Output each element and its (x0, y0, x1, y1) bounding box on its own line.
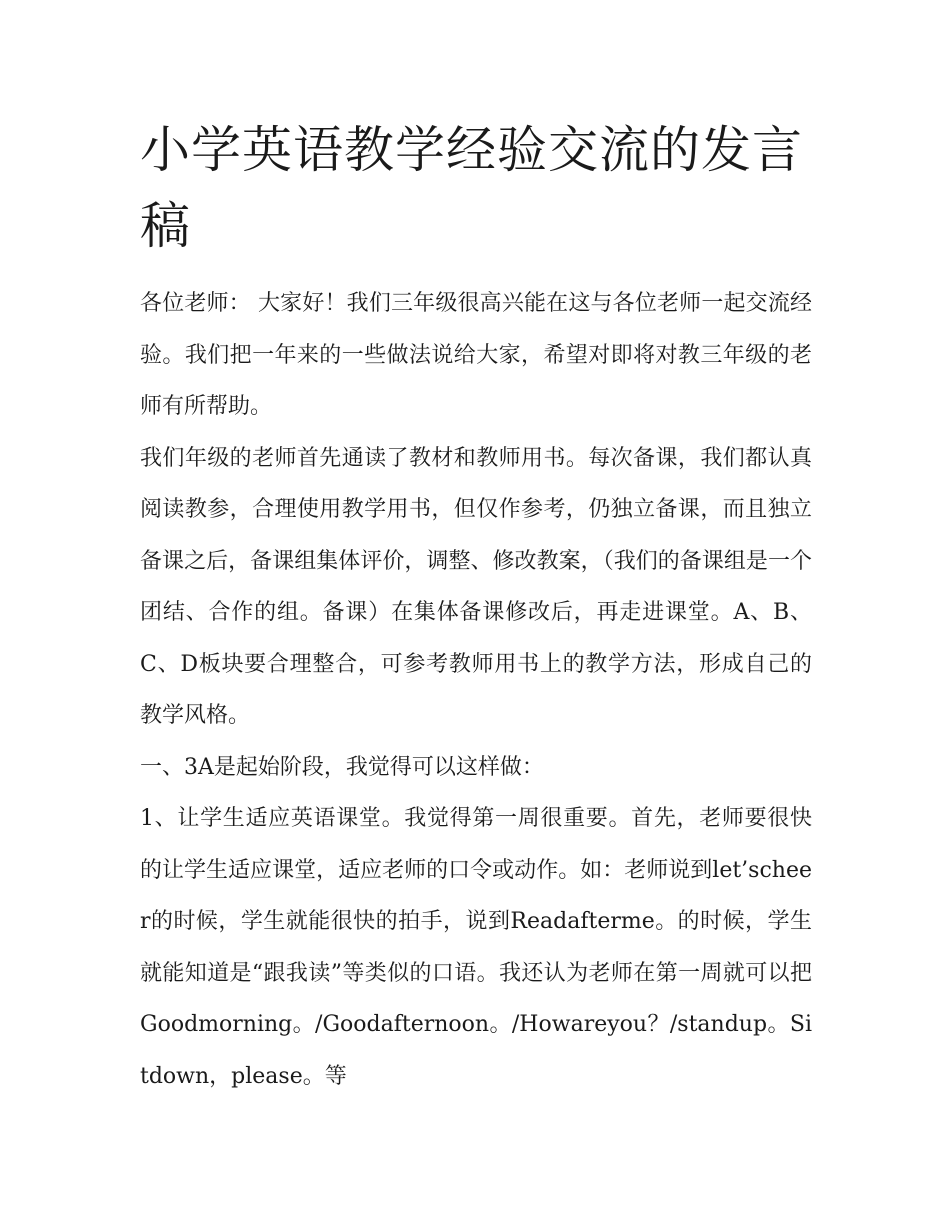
document-title: 小学英语教学经验交流的发言稿 (140, 121, 803, 255)
paragraph-greeting: 各位老师： 大家好！我们三年级很高兴能在这与各位老师一起交流经验。我们把一年来的一些做法说给大家，希望对即将对教三年级的老师有所帮助。 (140, 291, 812, 419)
document-content (140, 112, 812, 1102)
paragraph-adapt-classroom: 1、让学生适应英语课堂。我觉得第一周很重要。首先，老师要很快的让学生适应课堂，适应老师的口令或动作。如：老师说到let’scheer的时候，学生就能很快的拍手，说到Readafterme。的时候，学生就能知道是“跟我读”等类似的口语。我还认为老师在第一周就可以把Goodmorning。/Goodafternoon。/Howareyou？/standup。Sitdown，please。等 (140, 806, 812, 1089)
section-heading-3a: 一、3A是起始阶段，我觉得可以这样做： (140, 754, 544, 780)
paragraph-lesson-prep: 我们年级的老师首先通读了教材和教师用书。每次备课，我们都认真阅读教参，合理使用教学用书，但仅作参考，仍独立备课，而且独立备课之后，备课组集体评价，调整、修改教案，（我们的备课组是一个团结、合作的组。备课）在集体备课修改后，再走进课堂。A、B、C、D板块要合理整合，可参考教师用书上的教学方法，形成自己的教学风格。 (140, 445, 812, 728)
document-body (140, 278, 812, 1102)
